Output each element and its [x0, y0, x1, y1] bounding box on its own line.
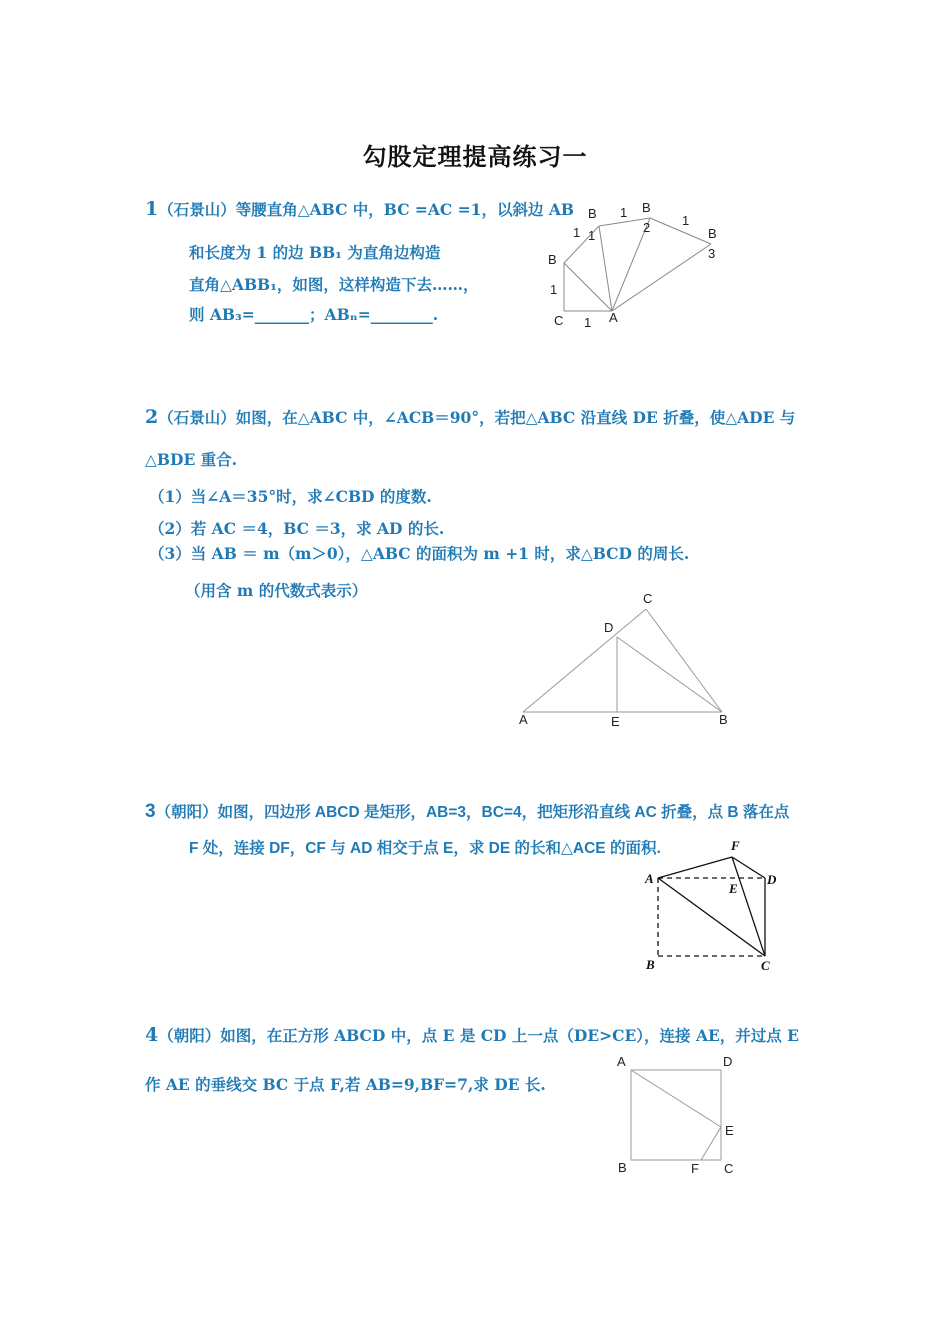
- question-part-3: （3）当 AB ＝ m（m＞0），△ABC 的面积为 m +1 时，求△BCD 的周长.: [149, 544, 690, 563]
- figure-label: B: [719, 712, 728, 727]
- figure-label: F: [731, 838, 740, 853]
- figure-label: 1: [620, 205, 628, 220]
- question-text: （朝阳）如图，在正方形 ABCD 中，点 E 是 CD 上一点（DE>CE），连接 AE，并过点 E: [158, 1026, 799, 1045]
- question-text: （朝阳）如图，四边形 ABCD 是矩形，AB=3，BC=4，把矩形沿直线 AC 折叠，点 B 落在点: [155, 804, 790, 821]
- question-number: 1: [145, 198, 159, 220]
- figure-label: 1: [584, 315, 592, 330]
- figure-label: 1: [550, 282, 558, 297]
- figure-label: A: [645, 871, 654, 886]
- figure-label: C: [761, 958, 770, 973]
- question-number: 4: [145, 1024, 159, 1046]
- question-text: （石景山）等腰直角△ABC 中，BC =AC =1，以斜边 AB: [158, 200, 574, 219]
- question-text: 则 AB₃=_______；ABₙ=________.: [189, 305, 439, 324]
- figure-label: A: [617, 1054, 626, 1069]
- question-number: 3: [145, 801, 156, 822]
- question-note: （用含 m 的代数式表示）: [185, 581, 368, 600]
- figure-label: B: [588, 206, 597, 221]
- question-text: （石景山）如图，在△ABC 中，∠ACB＝90°，若把△ABC 沿直线 DE 折叠，使△ADE 与: [158, 408, 796, 427]
- figure-label: D: [767, 872, 777, 887]
- figure-label: A: [519, 712, 528, 727]
- figure-label: D: [604, 620, 614, 635]
- question-number: 2: [145, 406, 159, 428]
- question-text: 和长度为 1 的边 BB₁ 为直角边构造: [189, 243, 441, 262]
- figure-label: B: [642, 200, 651, 215]
- figure-label: 2: [643, 220, 651, 235]
- figure-label: A: [609, 310, 618, 325]
- figure-label: B: [618, 1160, 627, 1175]
- question-text: F 处，连接 DF，CF 与 AD 相交于点 E，求 DE 的长和△ACE 的面积.: [189, 840, 661, 857]
- figure-label: C: [554, 313, 564, 328]
- figure-label: E: [611, 714, 620, 729]
- question-text: 直角△ABB₁，如图，这样构造下去……，: [189, 275, 479, 294]
- figure-label: B: [548, 252, 557, 267]
- figure-label: D: [723, 1054, 733, 1069]
- figure-label: 1: [682, 213, 690, 228]
- figure-label: C: [724, 1161, 734, 1176]
- question-text: 作 AE 的垂线交 BC 于点 F,若 AB=9,BF=7,求 DE 长.: [145, 1075, 546, 1094]
- figure-label: E: [729, 881, 738, 896]
- figure-label: B: [708, 226, 717, 241]
- figure-label: 1: [588, 228, 596, 243]
- question-text: △BDE 重合.: [145, 450, 238, 469]
- question-part-1: （1）当∠A＝35°时，求∠CBD 的度数.: [149, 487, 432, 506]
- figure-label: 1: [573, 225, 581, 240]
- figure-label: B: [646, 957, 655, 972]
- page-title: 勾股定理提高练习一: [362, 142, 588, 171]
- figure-label: F: [691, 1161, 699, 1176]
- figure-label: 3: [708, 246, 716, 261]
- figure-label: E: [725, 1123, 734, 1138]
- question-part-2: （2）若 AC ＝4，BC ＝3，求 AD 的长.: [149, 519, 445, 538]
- figure-label: C: [643, 591, 653, 606]
